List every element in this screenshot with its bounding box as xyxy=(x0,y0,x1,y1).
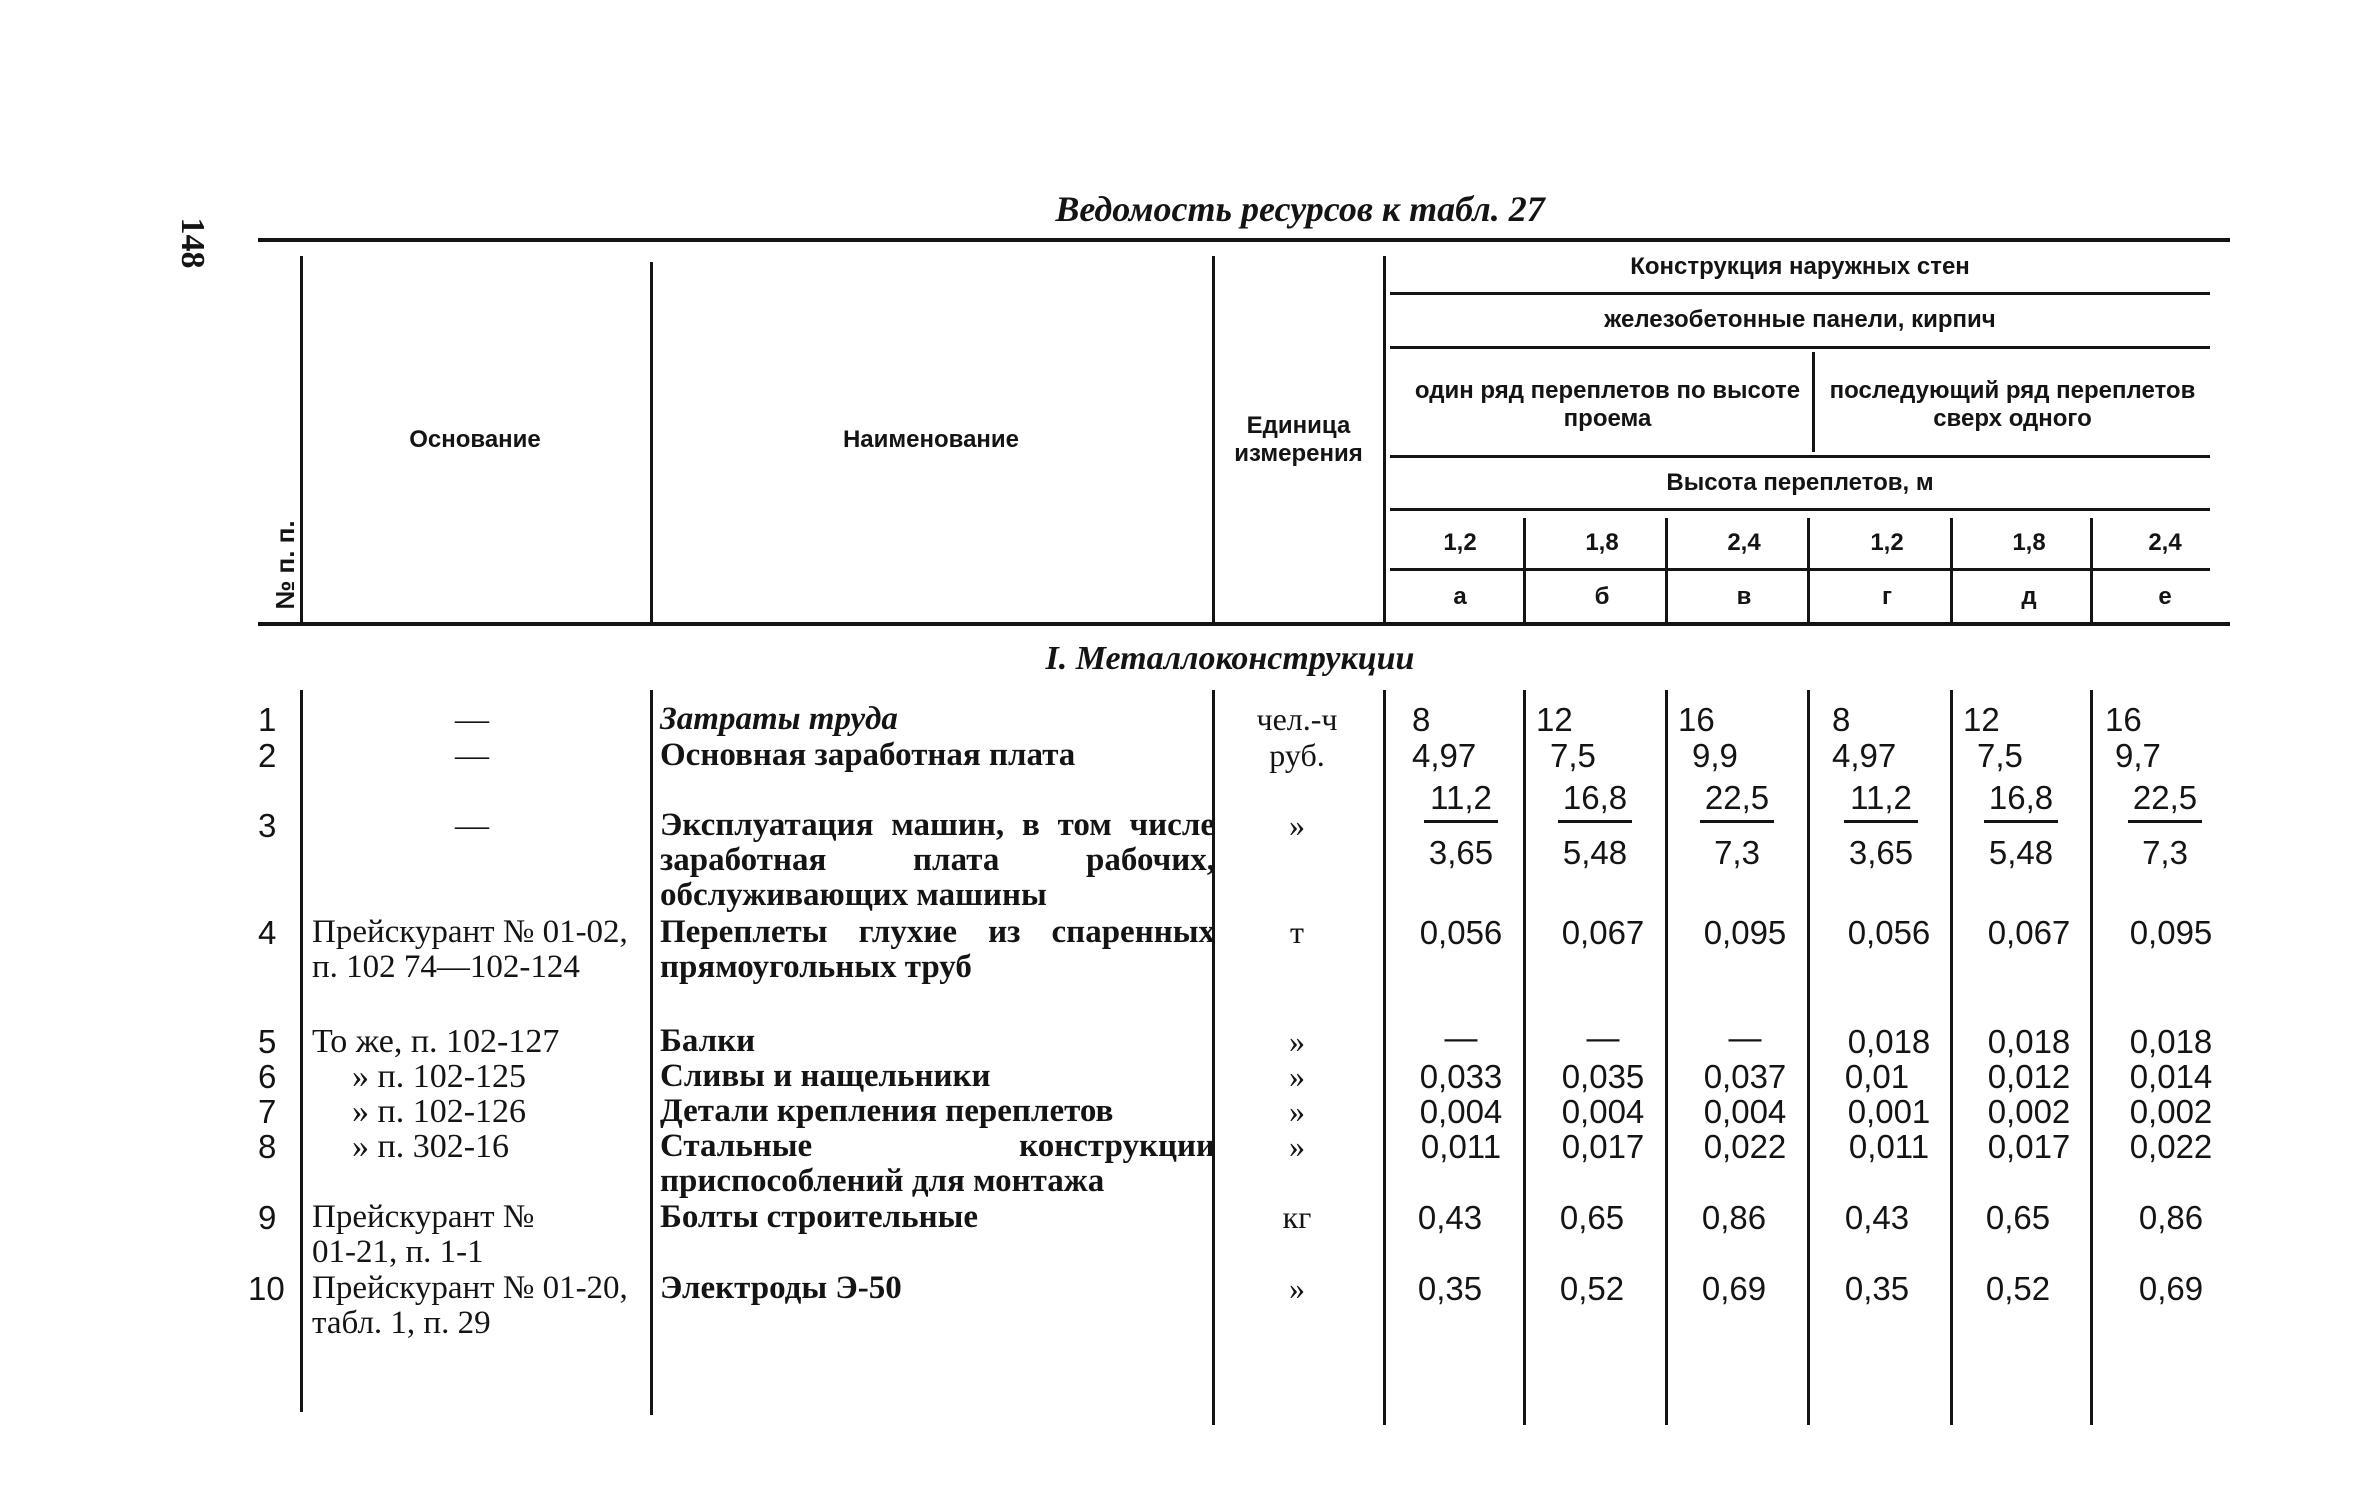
row-value: 16 xyxy=(1678,701,1715,738)
row-value: 0,022 xyxy=(2129,1128,2213,1165)
row-name: Стальные конструкции приспособлений для монтажа xyxy=(660,1128,1215,1199)
row-value: 12 xyxy=(1536,701,1573,738)
row-value: 0,011 xyxy=(1848,1128,1930,1165)
header-group-next-row: последующий ряд переплетов сверх одного xyxy=(1829,377,2196,432)
row-value-top: 22,5 xyxy=(2132,779,2198,816)
header-letter: б xyxy=(1594,583,1610,611)
vline-body-1 xyxy=(300,690,303,1412)
row-value: 0,86 xyxy=(1701,1199,1767,1236)
vline-body-5 xyxy=(1523,690,1526,1425)
row-number: 3 xyxy=(258,807,277,844)
row-number: 5 xyxy=(258,1023,277,1060)
vline-body-6 xyxy=(1665,690,1668,1425)
row-value: 12 xyxy=(1963,701,2000,738)
row-basis: То же, п. 102-127 xyxy=(312,1023,560,1060)
header-name: Наименование xyxy=(842,426,1020,454)
row-value: 0,69 xyxy=(1701,1270,1767,1307)
row-value: 9,7 xyxy=(2115,737,2161,774)
row-value: 7,5 xyxy=(1977,737,2023,774)
row-value: 16 xyxy=(2105,701,2142,738)
row-value-top: 11,2 xyxy=(1850,779,1912,816)
vline-body-4 xyxy=(1383,690,1386,1425)
row-value: 0,002 xyxy=(2129,1093,2213,1130)
row-value: 0,056 xyxy=(1419,914,1503,951)
row-value: 7,5 xyxy=(1550,737,1596,774)
row-unit: » xyxy=(1289,1023,1305,1059)
vline-header-groups xyxy=(1812,352,1815,452)
section-title: I. Металлоконструкции xyxy=(1045,640,1415,677)
vline-body-9 xyxy=(2090,690,2093,1425)
row-value: 0,004 xyxy=(1703,1093,1787,1130)
header-row-no: № п. п. xyxy=(270,520,300,610)
row-value: 0,067 xyxy=(1987,914,2071,951)
row-value: 0,037 xyxy=(1703,1058,1787,1095)
rule-heights xyxy=(1390,508,2210,511)
row-value: 0,018 xyxy=(1987,1023,2071,1060)
row-name: Детали крепления переплетов xyxy=(660,1093,1114,1129)
vline-body-8 xyxy=(1950,690,1953,1425)
rule-top xyxy=(258,238,2230,242)
row-unit: т xyxy=(1290,914,1304,950)
row-value: — xyxy=(1728,1019,1762,1056)
row-number: 7 xyxy=(258,1093,277,1130)
row-value: 8 xyxy=(1832,701,1851,738)
row-value: 0,056 xyxy=(1847,914,1931,951)
header-height: 1,8 xyxy=(2012,528,2046,556)
row-value: 0,52 xyxy=(1985,1270,2051,1307)
vline-header-4 xyxy=(1383,256,1386,622)
row-value-bottom: 5,48 xyxy=(1988,834,2054,871)
row-name: Электроды Э-50 xyxy=(660,1270,902,1306)
page-number: 148 xyxy=(174,217,211,269)
row-name: Основная заработная плата xyxy=(660,737,1076,773)
header-height: 1,2 xyxy=(1443,528,1477,556)
header-group-main: Конструкция наружных стен xyxy=(1630,253,1970,281)
row-unit: кг xyxy=(1282,1199,1312,1235)
row-value: 0,43 xyxy=(1417,1199,1483,1236)
row-value: 0,52 xyxy=(1559,1270,1625,1307)
row-basis: Прейскурант № 01-20, табл. 1, п. 29 xyxy=(312,1270,628,1341)
row-basis: — xyxy=(455,807,489,844)
fraction-line xyxy=(1984,820,2058,823)
row-name: Переплеты глухие из спаренных прямоугольных труб xyxy=(660,914,1215,985)
row-unit: » xyxy=(1289,807,1305,843)
row-value: 0,033 xyxy=(1419,1058,1503,1095)
row-value-bottom: 3,65 xyxy=(1428,834,1494,871)
fraction-line xyxy=(1424,820,1498,823)
row-number: 4 xyxy=(258,914,277,951)
vline-header-c5 xyxy=(2090,518,2093,622)
row-value: 0,43 xyxy=(1844,1199,1910,1236)
fraction-line xyxy=(1844,820,1918,823)
row-basis: » п. 102-126 xyxy=(352,1093,527,1130)
header-letter: д xyxy=(2021,583,2037,611)
row-value: 0,65 xyxy=(1985,1199,2051,1236)
header-letter: е xyxy=(2158,583,2172,611)
rule-group-sub xyxy=(1390,346,2210,349)
row-value: 0,095 xyxy=(2129,914,2213,951)
row-value: 0,035 xyxy=(1561,1058,1645,1095)
row-value-top: 16,8 xyxy=(1562,779,1628,816)
row-name: Эксплуатация машин, в том числе заработная плата рабочих, обслуживающих машины xyxy=(660,807,1215,913)
row-basis: Прейскурант № 01-21, п. 1-1 xyxy=(312,1199,535,1270)
row-value: 9,9 xyxy=(1692,737,1738,774)
row-value-bottom: 5,48 xyxy=(1562,834,1628,871)
row-value: 0,022 xyxy=(1703,1128,1787,1165)
row-unit: чел.-ч xyxy=(1256,701,1338,737)
header-height: 1,8 xyxy=(1585,528,1619,556)
vline-header-c1 xyxy=(1523,518,1526,622)
row-value: 0,095 xyxy=(1703,914,1787,951)
row-value: 0,01 xyxy=(1844,1058,1910,1095)
header-height-label: Высота переплетов, м xyxy=(1666,469,1934,497)
row-value: 0,011 xyxy=(1420,1128,1502,1165)
header-height: 1,2 xyxy=(1870,528,1904,556)
row-name: Сливы и нащельники xyxy=(660,1058,991,1094)
row-number: 10 xyxy=(248,1270,285,1307)
row-unit: » xyxy=(1289,1270,1305,1306)
row-value: 0,067 xyxy=(1561,914,1645,951)
row-unit: » xyxy=(1289,1128,1305,1164)
table-caption: Ведомость ресурсов к табл. 27 xyxy=(1055,189,1545,229)
rule-groups xyxy=(1390,455,2210,458)
row-value: 4,97 xyxy=(1832,737,1897,774)
header-basis: Основание xyxy=(409,426,541,454)
row-value: 0,69 xyxy=(2138,1270,2204,1307)
row-value: — xyxy=(1444,1019,1478,1056)
rule-letters xyxy=(1390,568,2210,571)
row-value: 0,004 xyxy=(1561,1093,1645,1130)
row-value: 0,018 xyxy=(1847,1023,1931,1060)
row-value: 0,004 xyxy=(1419,1093,1503,1130)
header-unit: Единица измерения xyxy=(1234,412,1363,467)
vline-header-c4 xyxy=(1950,518,1953,622)
row-value: 0,35 xyxy=(1844,1270,1910,1307)
header-letter: в xyxy=(1736,583,1752,611)
row-name: Затраты труда xyxy=(660,701,898,737)
row-value: 0,001 xyxy=(1847,1093,1931,1130)
row-basis: — xyxy=(455,701,489,738)
row-value: 0,012 xyxy=(1987,1058,2071,1095)
vline-header-2 xyxy=(650,262,653,622)
row-value: 0,014 xyxy=(2129,1058,2213,1095)
row-basis: » п. 102-125 xyxy=(352,1058,527,1095)
row-number: 2 xyxy=(258,737,277,774)
row-unit: руб. xyxy=(1269,737,1325,773)
row-value: 8 xyxy=(1412,701,1431,738)
row-number: 6 xyxy=(258,1058,277,1095)
row-number: 9 xyxy=(258,1199,277,1236)
row-value: 0,65 xyxy=(1559,1199,1625,1236)
row-value-top: 22,5 xyxy=(1704,779,1770,816)
row-basis: — xyxy=(455,737,489,774)
row-value: 0,017 xyxy=(1561,1128,1645,1165)
vline-header-3 xyxy=(1212,256,1215,622)
header-group-sub: железобетонные панели, кирпич xyxy=(1604,306,1996,334)
row-number: 1 xyxy=(258,701,277,738)
row-unit: » xyxy=(1289,1058,1305,1094)
row-value: 0,002 xyxy=(1987,1093,2071,1130)
header-letter: а xyxy=(1453,583,1467,611)
vline-body-2 xyxy=(650,690,653,1415)
fraction-line xyxy=(1700,820,1774,823)
header-group-one-row: один ряд переплетов по высоте проема xyxy=(1414,377,1801,432)
rule-group-main xyxy=(1390,292,2210,295)
fraction-line xyxy=(2128,820,2202,823)
header-height: 2,4 xyxy=(1727,528,1761,556)
row-value: 0,017 xyxy=(1987,1128,2071,1165)
row-value-top: 16,8 xyxy=(1988,779,2054,816)
header-letter: г xyxy=(1882,583,1892,611)
vline-body-7 xyxy=(1807,690,1810,1425)
row-number: 8 xyxy=(258,1128,277,1165)
row-basis: Прейскурант № 01-02, п. 102 74—102-124 xyxy=(312,914,628,985)
vline-header-c3 xyxy=(1807,518,1810,622)
row-name: Болты строительные xyxy=(660,1199,978,1235)
row-value: 4,97 xyxy=(1412,737,1477,774)
row-unit: » xyxy=(1289,1093,1305,1129)
rule-header-bottom xyxy=(258,622,2230,626)
row-value: 0,018 xyxy=(2129,1023,2213,1060)
row-value-bottom: 3,65 xyxy=(1848,834,1914,871)
row-name: Балки xyxy=(660,1023,756,1059)
vline-header-c2 xyxy=(1665,518,1668,622)
row-value-bottom: 7,3 xyxy=(2142,834,2188,871)
row-value: — xyxy=(1586,1019,1620,1056)
row-basis: » п. 302-16 xyxy=(352,1128,510,1165)
row-value: 0,35 xyxy=(1417,1270,1483,1307)
header-height: 2,4 xyxy=(2148,528,2182,556)
row-value-top: 11,2 xyxy=(1430,779,1492,816)
row-value: 0,86 xyxy=(2138,1199,2204,1236)
row-value-bottom: 7,3 xyxy=(1714,834,1760,871)
fraction-line xyxy=(1558,820,1632,823)
